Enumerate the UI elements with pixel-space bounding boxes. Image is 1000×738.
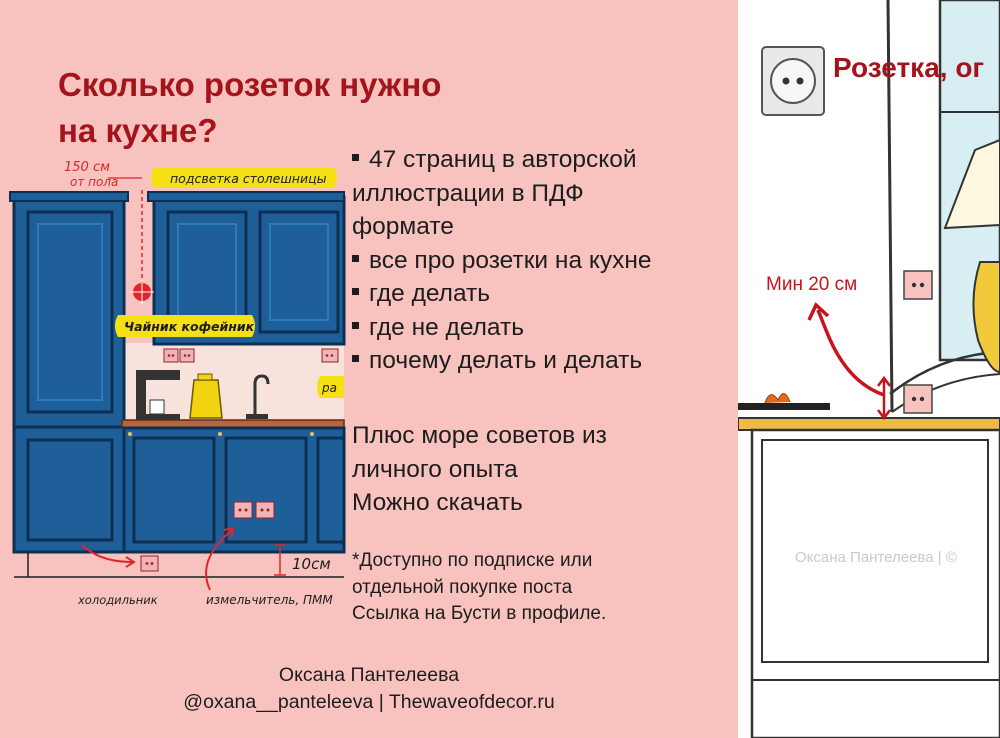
height-label-2: от пола	[70, 175, 119, 189]
availability-note	[352, 548, 732, 628]
stove-edge	[738, 403, 830, 410]
list-item: где не делать	[352, 311, 732, 345]
list-item: формате	[352, 213, 454, 240]
ten-cm-label: 10см	[292, 555, 331, 573]
curved-arrow-icon	[818, 310, 884, 395]
note-line-3: Ссылка на Бусти в профиле.	[352, 603, 607, 624]
author-name: Оксана Пантелеева	[278, 664, 460, 686]
bullet-square-icon	[352, 255, 359, 262]
socket-upper-right	[904, 271, 932, 299]
window-illustration	[738, 0, 1000, 738]
bullet-square-icon	[352, 288, 359, 295]
title-line-1: Сколько розеток нужно	[58, 66, 442, 103]
fridge-label: холодильник	[78, 593, 158, 607]
bullet-square-icon	[352, 154, 359, 161]
list-item: почему делать и делать	[352, 344, 732, 378]
plus-line-1: Плюс море советов из	[352, 422, 607, 449]
kettle	[190, 374, 222, 418]
socket-right-upper	[322, 349, 338, 362]
backlight-label: подсветка столешницы	[170, 171, 327, 186]
feature-list	[352, 143, 732, 378]
kettle-label: Чайник кофейник	[124, 319, 255, 334]
plus-line-2: личного опыта	[352, 455, 518, 483]
bullet-square-icon	[352, 322, 359, 329]
title-line-2: на кухне?	[58, 112, 218, 149]
socket-fridge	[141, 556, 158, 571]
plus-text	[352, 419, 732, 520]
note-line-2: отдельной покупке поста	[352, 576, 573, 598]
list-item: где делать	[352, 277, 732, 311]
author-block	[0, 662, 738, 716]
socket-lower-right	[904, 385, 932, 413]
author-handle: @oxana__panteleeva | Thewaveofdecor.ru	[183, 691, 555, 713]
socket-icon	[762, 47, 824, 115]
grinder-label: измельчитель, ПММ	[206, 593, 333, 607]
bullet-square-icon	[352, 355, 359, 362]
min-height-label: Мин 20 см	[766, 274, 858, 295]
lower-cabinets	[124, 428, 344, 552]
watermark: Оксана Пантелеева | ©	[795, 549, 957, 566]
note-line-1: *Доступно по подписке или	[352, 550, 593, 571]
list-item: иллюстрации в ПДФ	[352, 179, 584, 207]
list-item: 47 страниц в авторской	[352, 143, 732, 177]
height-label-1: 150 см	[64, 160, 110, 175]
cut-label: ра	[322, 381, 337, 395]
right-panel	[738, 0, 1000, 738]
right-title: Розетка, ог	[833, 52, 985, 83]
plus-line-3: Можно скачать	[352, 489, 523, 516]
list-item: все про розетки на кухне	[352, 244, 732, 278]
tall-cabinet	[10, 192, 128, 552]
countertop-right	[738, 418, 1000, 430]
page-title	[58, 62, 618, 154]
